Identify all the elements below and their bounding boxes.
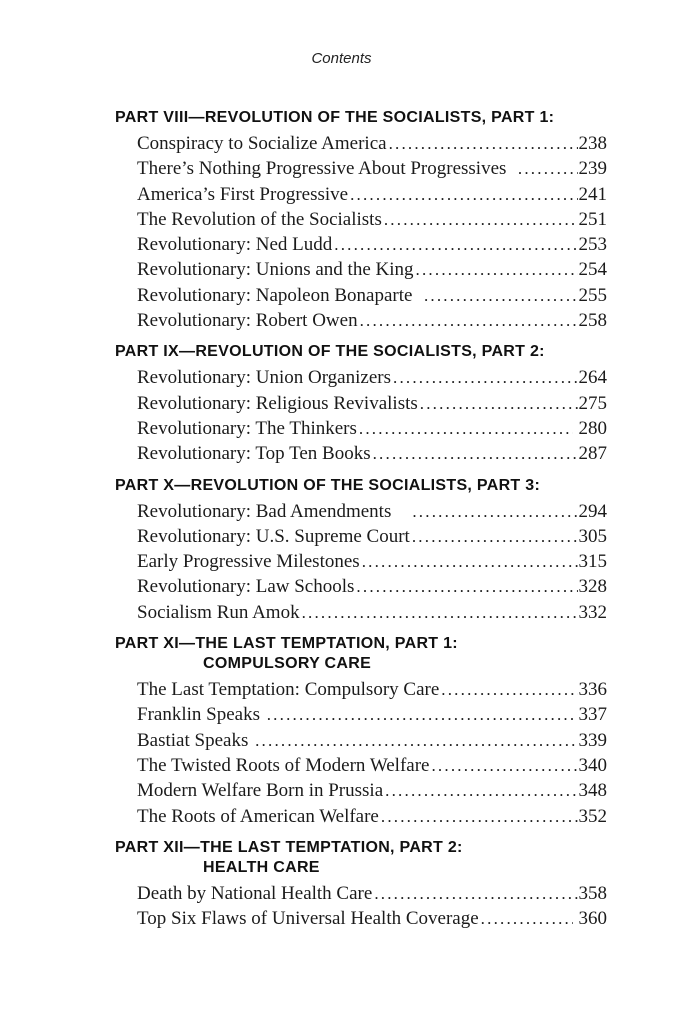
toc-entry (115, 184, 607, 209)
entry-page-number: 241 (578, 183, 607, 205)
entry-title: Revolutionary: Napoleon Bonaparte (137, 284, 422, 306)
toc-section (115, 476, 607, 627)
entry-title: Revolutionary: Ned Ludd (137, 234, 333, 256)
toc-entry (115, 755, 607, 780)
toc-entry (115, 526, 607, 551)
toc-entry (115, 133, 607, 158)
entry-page-number: 251 (578, 208, 607, 230)
dot-leader (302, 602, 578, 624)
dot-leader (381, 806, 578, 828)
dot-leader (481, 908, 573, 930)
entry-page-number: 336 (578, 679, 607, 701)
section-heading (115, 838, 607, 878)
entry-title: Death by National Health Care (137, 882, 373, 904)
entry-title: Revolutionary: U.S. Supreme Court (137, 525, 410, 547)
section-heading (115, 342, 607, 362)
entry-title: Top Six Flaws of Universal Health Coverage (137, 908, 479, 930)
toc-entry (115, 576, 607, 601)
dot-leader (334, 234, 577, 256)
entry-title: Socialism Run Amok (137, 601, 300, 623)
toc-entry (115, 418, 607, 443)
entry-title: Revolutionary: The Thinkers (137, 417, 357, 439)
entry-page-number: 264 (578, 367, 607, 389)
entry-page-number: 340 (578, 754, 607, 776)
entry-page-number: 287 (578, 443, 607, 465)
entry-page-number: 275 (578, 392, 607, 414)
toc-entry (115, 679, 607, 704)
entry-title: Conspiracy to Socialize America (137, 133, 387, 154)
entry-page-number: 360 (573, 908, 607, 930)
section-heading-line: PART IX—REVOLUTION OF THE SOCIALISTS, PART 2: (115, 343, 545, 361)
dot-leader (424, 285, 578, 307)
entry-title: The Roots of American Welfare (137, 805, 379, 827)
entry-title: Bastiat Speaks (137, 729, 254, 751)
dot-leader (412, 526, 578, 548)
entry-title: The Twisted Roots of Modern Welfare (137, 754, 430, 776)
toc-section (115, 108, 607, 335)
dot-leader (412, 501, 577, 523)
section-heading-line: PART X—REVOLUTION OF THE SOCIALISTS, PART 3: (115, 476, 541, 494)
entry-page-number: 238 (578, 133, 607, 154)
entry-title: Early Progressive Milestones (137, 551, 360, 573)
toc-entry (115, 806, 607, 831)
dot-leader (374, 883, 577, 905)
entry-title: Franklin Speaks (137, 704, 265, 726)
entry-title: There’s Nothing Progressive About Progressives (137, 158, 516, 180)
dot-leader (359, 418, 573, 440)
entry-title: Revolutionary: Religious Revivalists (137, 392, 418, 414)
toc-entry (115, 704, 607, 729)
dot-leader (360, 310, 578, 332)
dot-leader (441, 679, 577, 701)
dot-leader (431, 755, 577, 777)
dot-leader (255, 730, 577, 752)
entry-title: Revolutionary: Unions and the King (137, 259, 414, 281)
section-heading (115, 108, 607, 128)
section-heading-line: HEALTH CARE (203, 858, 320, 876)
toc-entry (115, 367, 607, 392)
toc-entry (115, 551, 607, 576)
toc-entry (115, 234, 607, 259)
dot-leader (373, 443, 578, 465)
dot-leader (384, 209, 578, 231)
dot-leader (385, 780, 577, 802)
dot-leader (267, 704, 573, 726)
entry-page-number: 255 (578, 284, 607, 306)
entry-page-number: 315 (578, 551, 607, 573)
entry-page-number: 358 (578, 882, 607, 904)
dot-leader (356, 576, 577, 598)
toc-entry (115, 158, 607, 183)
dot-leader (393, 367, 578, 389)
toc-entry (115, 883, 607, 908)
toc-entry (115, 730, 607, 755)
entry-title: Revolutionary: Robert Owen (137, 310, 358, 332)
entry-page-number: 254 (578, 259, 607, 281)
dot-leader (416, 259, 578, 281)
toc-section (115, 342, 607, 468)
entry-page-number: 253 (578, 234, 607, 256)
section-heading (115, 634, 607, 674)
entry-page-number: 348 (578, 780, 607, 802)
toc-entry (115, 908, 607, 933)
toc-entry (115, 259, 607, 284)
running-header: Contents (311, 50, 372, 67)
dot-leader (518, 158, 578, 180)
toc-entry (115, 501, 607, 526)
entry-page-number: 352 (578, 805, 607, 827)
entry-page-number: 280 (573, 417, 607, 439)
toc-section (115, 634, 607, 831)
entry-title: America’s First Progressive (137, 183, 349, 205)
toc-entry (115, 443, 607, 468)
section-heading-line: COMPULSORY CARE (203, 655, 372, 673)
section-heading-line: PART XII—THE LAST TEMPTATION, PART 2: (115, 838, 463, 856)
toc-entry (115, 285, 607, 310)
entry-page-number: 332 (578, 601, 607, 623)
entry-page-number: 339 (578, 729, 607, 751)
toc-entry (115, 209, 607, 234)
toc-entry (115, 393, 607, 418)
toc-entry (115, 602, 607, 627)
entry-title: Revolutionary: Union Organizers (137, 367, 391, 389)
dot-leader (350, 184, 577, 206)
entry-title: Modern Welfare Born in Prussia (137, 780, 384, 802)
section-heading-line: PART XI—THE LAST TEMPTATION, PART 1: (115, 635, 458, 653)
toc-entry (115, 780, 607, 805)
entry-page-number: 337 (573, 704, 607, 726)
toc-section (115, 838, 607, 934)
entry-title: The Last Temptation: Compulsory Care (137, 679, 440, 701)
entry-page-number: 328 (578, 576, 607, 598)
entry-title: Revolutionary: Bad Amendments (137, 500, 411, 522)
entry-page-number: 305 (578, 525, 607, 547)
section-heading-line: PART VIII—REVOLUTION OF THE SOCIALISTS, PART 1: (115, 109, 555, 126)
entry-title: Revolutionary: Law Schools (137, 576, 355, 598)
entry-title: The Revolution of the Socialists (137, 208, 382, 230)
dot-leader (362, 551, 578, 573)
section-heading (115, 476, 607, 496)
entry-page-number: 239 (578, 158, 607, 180)
dot-leader (389, 133, 578, 155)
entry-title: Revolutionary: Top Ten Books (137, 443, 371, 465)
toc-sections (115, 108, 607, 933)
entry-page-number: 258 (578, 310, 607, 332)
entry-page-number: 294 (578, 500, 607, 522)
dot-leader (420, 393, 578, 415)
toc-entry (115, 310, 607, 335)
